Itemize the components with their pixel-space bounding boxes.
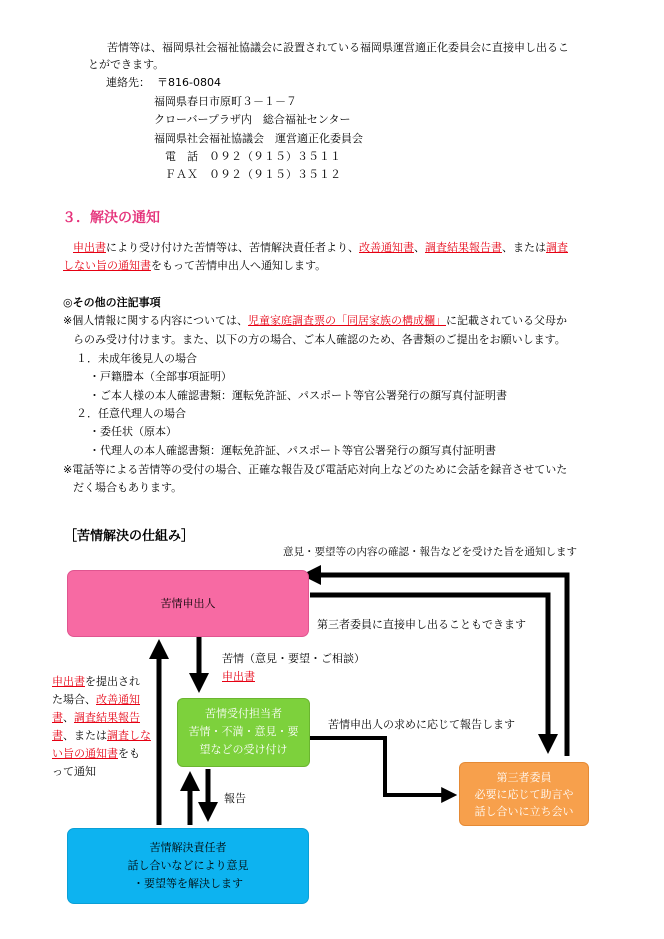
diagram-heading: ［苦情解決の仕組み］ <box>64 529 195 544</box>
notify-label: 意見・要望等の内容の確認・報告などを受けた旨を通知します <box>283 546 577 558</box>
fax: ＦＡＸ ０９２（９１５）３５１２ <box>165 168 341 181</box>
left-note-line2 <box>52 691 151 709</box>
text: た場合、 <box>52 693 96 706</box>
text: に記載されている父母か <box>446 314 567 327</box>
third-party-title: 第三者委員 <box>496 771 552 784</box>
third-party-box <box>459 762 589 826</box>
text: を提出され <box>85 675 140 688</box>
complaint-label: 苦情（意見・要望・ご相談） <box>222 652 365 665</box>
resolver-title: 苦情解決責任者 <box>149 841 227 854</box>
receiver-line3: 望などの受け付け <box>199 743 288 756</box>
text: をも <box>118 747 140 760</box>
complaint-doc: 申出書 <box>222 670 255 683</box>
link-chousa-kekka: 調査結果報告書 <box>425 241 502 254</box>
left-kaizen: 改善通知 <box>96 693 140 706</box>
text: により受け付けた苦情等は、苦情解決責任者より、 <box>106 241 359 254</box>
link-chousa-shinai: しない旨の通知書 <box>63 259 151 272</box>
contact-label: 連絡先： <box>106 76 150 89</box>
text: 、 <box>414 241 425 254</box>
direct-label: 第三者委員に直接申し出ることもできます <box>317 618 526 631</box>
item2: ２．任意代理人の場合 <box>76 407 186 420</box>
building: クローバープラザ内 総合福祉センター <box>154 113 351 126</box>
left-chousa: 調査しな <box>107 729 151 742</box>
postal-code: 〒816-0804 <box>157 76 221 89</box>
item1a: ・戸籍謄本（全部事項証明） <box>89 370 232 383</box>
text: 、 <box>63 711 74 724</box>
left-chousa-kekka: 調査結果報告 <box>74 711 140 724</box>
left-note-line4 <box>52 727 151 745</box>
resolver-line3: ・要望等を解決します <box>133 877 243 890</box>
left-note-line6: って通知 <box>52 765 96 778</box>
phone: 電 話 ０９２（９１５）３５１１ <box>165 150 341 163</box>
report-label: 報告 <box>224 792 246 805</box>
link-chousa: 調査 <box>546 241 568 254</box>
third-party-line3: 話し合いに立ち会い <box>474 805 574 818</box>
third-party-line2: 必要に応じて助言や <box>474 788 574 801</box>
item1b: ・ご本人様の本人確認書類：運転免許証、パスポート等官公署発行の顔写真付証明書 <box>89 389 507 402</box>
note2-line1: ※電話等による苦情等の受付の場合、正確な報告及び電話応対向上などのために会話を録音させていた <box>63 463 568 476</box>
note1-line2: らのみ受け付けます。また、以下の方の場合、ご本人確認のため、各書類のご提出をお願いします。 <box>73 333 566 346</box>
address: 福岡県春日市原町３－１－７ <box>154 95 297 108</box>
item2b: ・代理人の本人確認書類：運転免許証、パスポート等官公署発行の顔写真付証明書 <box>89 444 496 457</box>
organization: 福岡県社会福祉協議会 運営適正化委員会 <box>154 132 363 145</box>
resolver-box <box>67 828 309 904</box>
receiver-line2: 苦情・不満・意見・要 <box>188 725 299 738</box>
receiver-box <box>177 698 310 767</box>
link-kaizen: 改善通知書 <box>359 241 414 254</box>
section-heading: ３．解決の通知 <box>62 210 160 226</box>
report-request-label: 苦情申出人の求めに応じて報告します <box>328 718 515 731</box>
left-chousa-kekka-end: 書 <box>52 729 63 742</box>
text: 、または <box>502 241 546 254</box>
resolver-line2: 話し合いなどにより意見 <box>127 859 249 872</box>
text: をもって苦情申出人へ通知します。 <box>151 259 327 272</box>
left-chousa-end: い旨の通知書 <box>52 747 118 760</box>
text: 、または <box>63 729 107 742</box>
receiver-title: 苦情受付担当者 <box>205 707 282 720</box>
complainant-box <box>67 570 309 637</box>
text: ※個人情報に関する内容については、 <box>63 314 248 327</box>
item2a: ・委任状（原本） <box>89 425 177 438</box>
item1: １．未成年後見人の場合 <box>76 352 197 365</box>
complainant-label: 苦情申出人 <box>160 597 216 610</box>
left-note-line3 <box>52 709 151 727</box>
notes-heading: ◎その他の注記事項 <box>63 296 161 309</box>
intro-line-1: 苦情等は、福岡県社会福祉協議会に設置されている福岡県運営適正化委員会に直接申し出るこ <box>107 41 569 54</box>
arrow-report-request <box>310 738 450 795</box>
left-doc: 申出書 <box>52 675 85 688</box>
link-jidou-katei: 児童家庭調査票の「同居家族の構成欄」 <box>248 314 446 327</box>
left-note <box>52 673 151 781</box>
left-note-line5 <box>52 745 151 763</box>
note2-line2: だく場合もあります。 <box>73 481 183 494</box>
intro-line-2: とができます。 <box>88 58 165 71</box>
left-note-line1 <box>52 673 151 691</box>
link-moushidesho: 申出書 <box>73 241 106 254</box>
left-kaizen-end: 書 <box>52 711 63 724</box>
